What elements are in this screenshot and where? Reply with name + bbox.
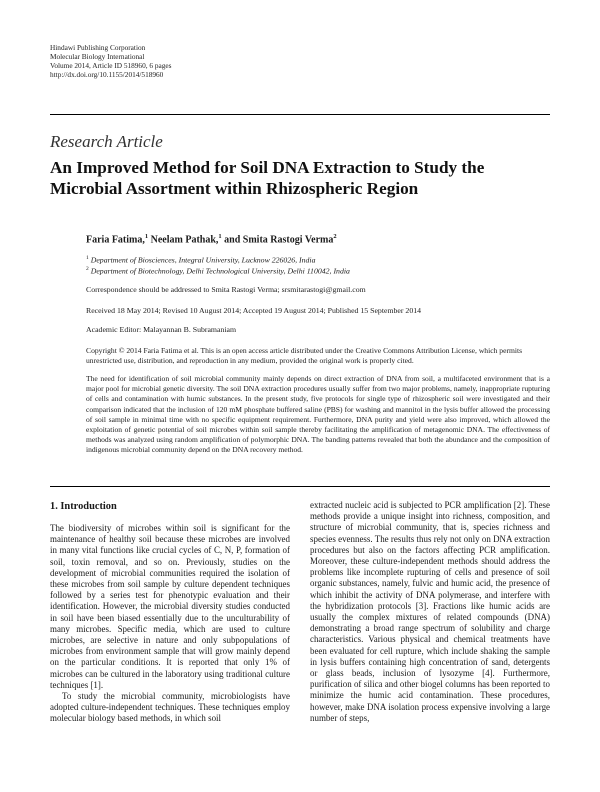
paragraph: The biodiversity of microbes within soil is significant for the maintenance of healthy soil because these microbes are involved in many vital functions like crucial cycles of C, N, P, formation of soil, toxin removal, and so on. Previously, studies on the development of microbial communities required the isolation of these microbes from soil sample by culture dependent techniques followed by a series test for phenotypic evaluation and their identification. However, the microbial diversity studies conducted in soil have been biased essentially due to the unculturability of many microbes. Specific media, which are used to culture microbes, are selective in nature and only subpopulations of microbes from environment sample that will grow mainly depend on the particular conditions. It is reported that only 1% of microbes can be cultured in the laboratory using traditional culture techniques [1]. xyxy=(50,523,290,690)
author: Neelam Pathak, xyxy=(150,234,219,246)
author-list xyxy=(86,233,337,245)
publisher: Hindawi Publishing Corporation xyxy=(50,43,146,52)
header-rule xyxy=(50,114,550,115)
section-heading: 1. Introduction xyxy=(50,501,117,512)
affiliation-text: Department of Biotechnology, Delhi Technological University, Delhi 110042, India xyxy=(90,266,350,276)
academic-editor: Academic Editor: Malayannan B. Subramaniam xyxy=(86,325,237,334)
author-sup: 1 xyxy=(144,233,149,240)
journal-name: Molecular Biology International xyxy=(50,51,145,61)
affiliation-sup: 2 xyxy=(86,266,89,272)
author-sup: 1 xyxy=(218,233,222,240)
affiliation-sup: 1 xyxy=(86,255,89,261)
author: and Smita Rastogi Verma xyxy=(224,234,334,246)
affiliation-2 xyxy=(86,264,350,277)
abstract-rule xyxy=(50,486,550,487)
paragraph: extracted nucleic acid is subjected to PCR amplification [2]. These methods provide a unique insight into richness, composition, and structure of microbial community, that is, species richness and species evenness. The results thus rely not only on DNA extraction procedures but also on the factors affecting PCR amplification. Moreover, these culture-independent methods should address the problems like incomplete rupturing of cells and presence of soil organic substances, namely, fulvic and humic acid, the presence of which inhibit the activity of DNA polymerase, and interfere with the hybridization protocols [3]. Fractions like humic acids are usually the complex mixtures of related compounds (DNA) demonstrating a broad range spectrum of solubility and charge characteristics. Various physical and chemical treatments have been evaluated for cell rupture, which include shaking the sample in lysis buffers containing high concentration of sand, detergents or glass beads, inclusion of lysozyme [4]. Furthermore, purification of silica and other biogel columns has been reported to minimize the humic acid contamination. These procedures, however, make DNA isolation process expensive involving a large number of steps, xyxy=(310,500,550,723)
paragraph: To study the microbial community, microbiologists have adopted culture-independent techniques. These techniques employ molecular biology based methods, in which soil xyxy=(50,691,290,724)
article-type: Research Article xyxy=(50,132,163,151)
dates: Received 18 May 2014; Revised 10 August 2014; Accepted 19 August 2014; Published 15 September 2014 xyxy=(86,306,422,315)
right-column xyxy=(310,500,550,724)
copyright-notice: Copyright © 2014 Faria Fatima et al. This is an open access article distributed under the Creative Commons Attribution License, which permits unrestricted use, distribution, and reproduction in any medium, provided the original work is properly cited. xyxy=(86,346,523,366)
journal-header xyxy=(50,44,171,80)
correspondence: Correspondence should be addressed to Smita Rastogi Verma; srsmitarastogi@gmail.com xyxy=(86,285,366,294)
doi-link[interactable]: http://dx.doi.org/10.1155/2014/518960 xyxy=(50,69,164,79)
article-title: An Improved Method for Soil DNA Extraction to Study the Microbial Assortment within Rhizospheric Region xyxy=(50,158,485,198)
author: Faria Fatima, xyxy=(86,234,145,246)
author-sup: 2 xyxy=(333,233,337,240)
left-column xyxy=(50,500,290,725)
abstract: The need for identification of soil microbial community mainly depends on direct extraction of DNA from soil, a multifaceted environment that is a major pool for microbial genetic diversity. The soil DNA extraction procedures usually suffer from two major problems, namely, inappropriate rupturing of cells and contamination with humic substances. In the present study, five protocols for single type of rhizospheric soil were investigated and their comparison indicated that the inclusion of 120 mM phosphate buffered saline (PBS) for washing and mannitol in the lysis buffer allowed the processing of soil sample in minimal time with no specific equipment requirement. Furthermore, DNA purity and yield were also improved, which allowed the exploitation of genetic potential of soil microbes within soil sample thereby facilitating the amplification of metagenomic DNA. The effectiveness of methods was analyzed using random amplification of polymorphic DNA. The banding patterns revealed that both the abundance and the composition of indigenous microbial community depend on the DNA recovery method. xyxy=(86,374,550,455)
volume-info: Volume 2014, Article ID 518960, 6 pages xyxy=(50,60,172,70)
affiliation-text: Department of Biosciences, Integral University, Lucknow 226026, India xyxy=(90,255,316,265)
